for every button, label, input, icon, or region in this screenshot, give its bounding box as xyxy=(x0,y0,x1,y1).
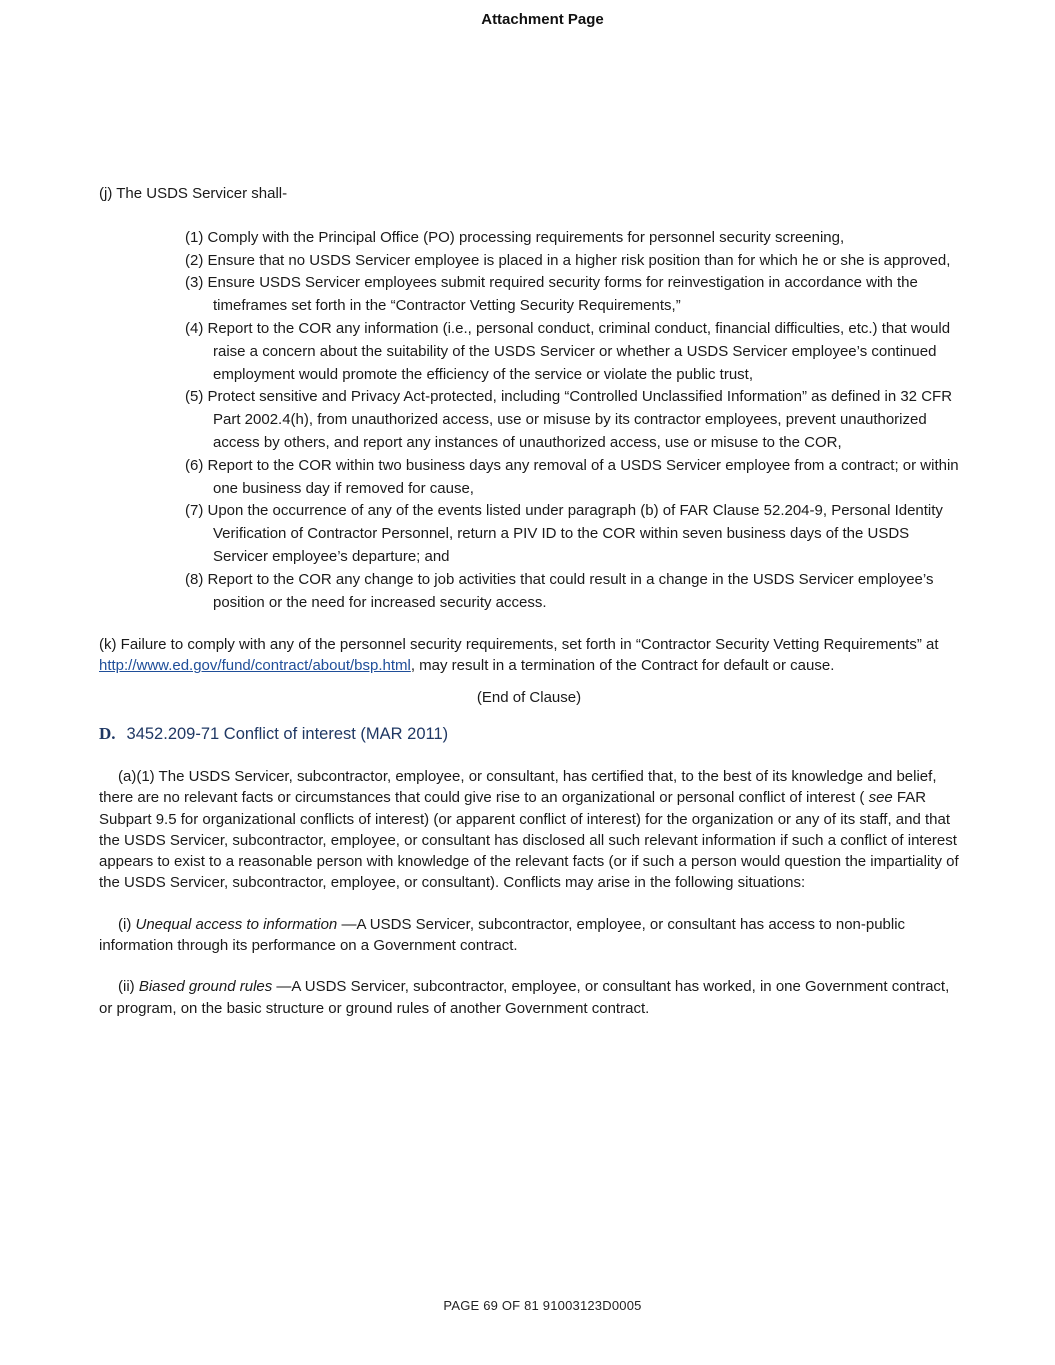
para-a1-text-after: FAR Subpart 9.5 for organizational conflicts of interest) (or apparent conflict of interest) for the organization or any of its staff, and that the USDS Servicer, subcontractor, employee, or consultant has disclosed all such relevant information if such a conflict of interest appears to exist to a reasonable person with knowledge of the relevant facts (or if such a person would question the impartiality of the USDS Servicer, subcontractor, employee, or consultant). Conflicts may arise in the following situations: xyxy=(99,789,959,892)
list-item: (1) Comply with the Principal Office (PO) processing requirements for personnel security screening, xyxy=(185,228,845,246)
list-item: (2) Ensure that no USDS Servicer employee is placed in a higher risk position than for which he or she is approved, xyxy=(185,251,951,269)
section-k-text-before: (k) Failure to comply with any of the personnel security requirements, set forth in “Contractor Security Vetting Requirements” at xyxy=(99,636,939,654)
list-item: (3) Ensure USDS Servicer employees submit required security forms for reinvestigation in accordance with the timeframes set forth in the “Contractor Vetting Security Requirements,” xyxy=(185,274,918,315)
para-a1-italic: see xyxy=(868,789,893,807)
section-d-title: 3452.209-71 Conflict of interest (MAR 2011) xyxy=(126,725,449,744)
list-item: (7) Upon the occurrence of any of the events listed under paragraph (b) of FAR Clause 52.204-9, Personal Identity Verification of Contractor Personnel, return a PIV ID to the COR within seven business days of the USDS Servicer employee’s departure; and xyxy=(185,502,943,565)
list-item: (6) Report to the COR within two business days any removal of a USDS Servicer employee from a contract; or within one business day if removed for cause, xyxy=(185,456,959,497)
list-item: (5) Protect sensitive and Privacy Act-protected, including “Controlled Unclassified Information” as defined in 32 CFR Part 2002.4(h), from unauthorized access, use or misuse by its contractor employees, prevent unauthorized access by others, and report any instances of unauthorized access, use or misuse to the COR, xyxy=(185,388,953,451)
para-ii-italic-term: Biased ground rules xyxy=(138,978,273,996)
section-k-text-after: , may result in a termination of the Contract for default or cause. xyxy=(410,657,835,675)
end-of-clause: (End of Clause) xyxy=(476,689,582,707)
section-d-paragraph-a1 xyxy=(99,766,959,894)
para-ii-label: (ii) xyxy=(118,978,139,996)
section-j-intro: (j) The USDS Servicer shall- xyxy=(99,185,288,202)
page-header-title: Attachment Page xyxy=(481,11,604,28)
para-i-text: —A USDS Servicer, subcontractor, employee, or consultant has access to non-public information through its performance on a Government contract. xyxy=(99,915,906,955)
para-i-label: (i) xyxy=(118,915,136,933)
document-body xyxy=(99,183,959,1019)
para-a1-text-before: (a)(1) The USDS Servicer, subcontractor, employee, or consultant, has certified that, to the best of its knowledge and belief, there are no relevant facts or circumstances that could give rise to an organizational or personal conflict of interest ( xyxy=(99,767,937,807)
section-d-paragraph-i xyxy=(99,914,959,957)
section-j-list xyxy=(99,227,959,615)
bsp-link[interactable]: http://www.ed.gov/fund/contract/about/bsp.html xyxy=(99,657,411,675)
section-d-letter: D. xyxy=(99,724,116,744)
para-ii-text: —A USDS Servicer, subcontractor, employee, or consultant has worked, in one Government contract, or program, on the basic structure or ground rules of another Government contract. xyxy=(99,978,950,1017)
section-d-heading xyxy=(99,723,959,746)
list-item: (4) Report to the COR any information (i.e., personal conduct, criminal conduct, financial difficulties, etc.) that would raise a concern about the suitability of the USDS Servicer or whether a USDS Servicer employee’s continued employment would promote the efficiency of the service or violate the public trust, xyxy=(185,319,951,383)
para-i-italic-term: Unequal access to information xyxy=(135,915,338,933)
page-footer: PAGE 69 OF 81 91003123D0005 xyxy=(443,1298,642,1313)
section-k-paragraph xyxy=(99,634,959,676)
list-item: (8) Report to the COR any change to job activities that could result in a change in the USDS Servicer employee’s position or the need for increased security access. xyxy=(185,570,934,611)
section-d-paragraph-ii xyxy=(99,976,959,1019)
